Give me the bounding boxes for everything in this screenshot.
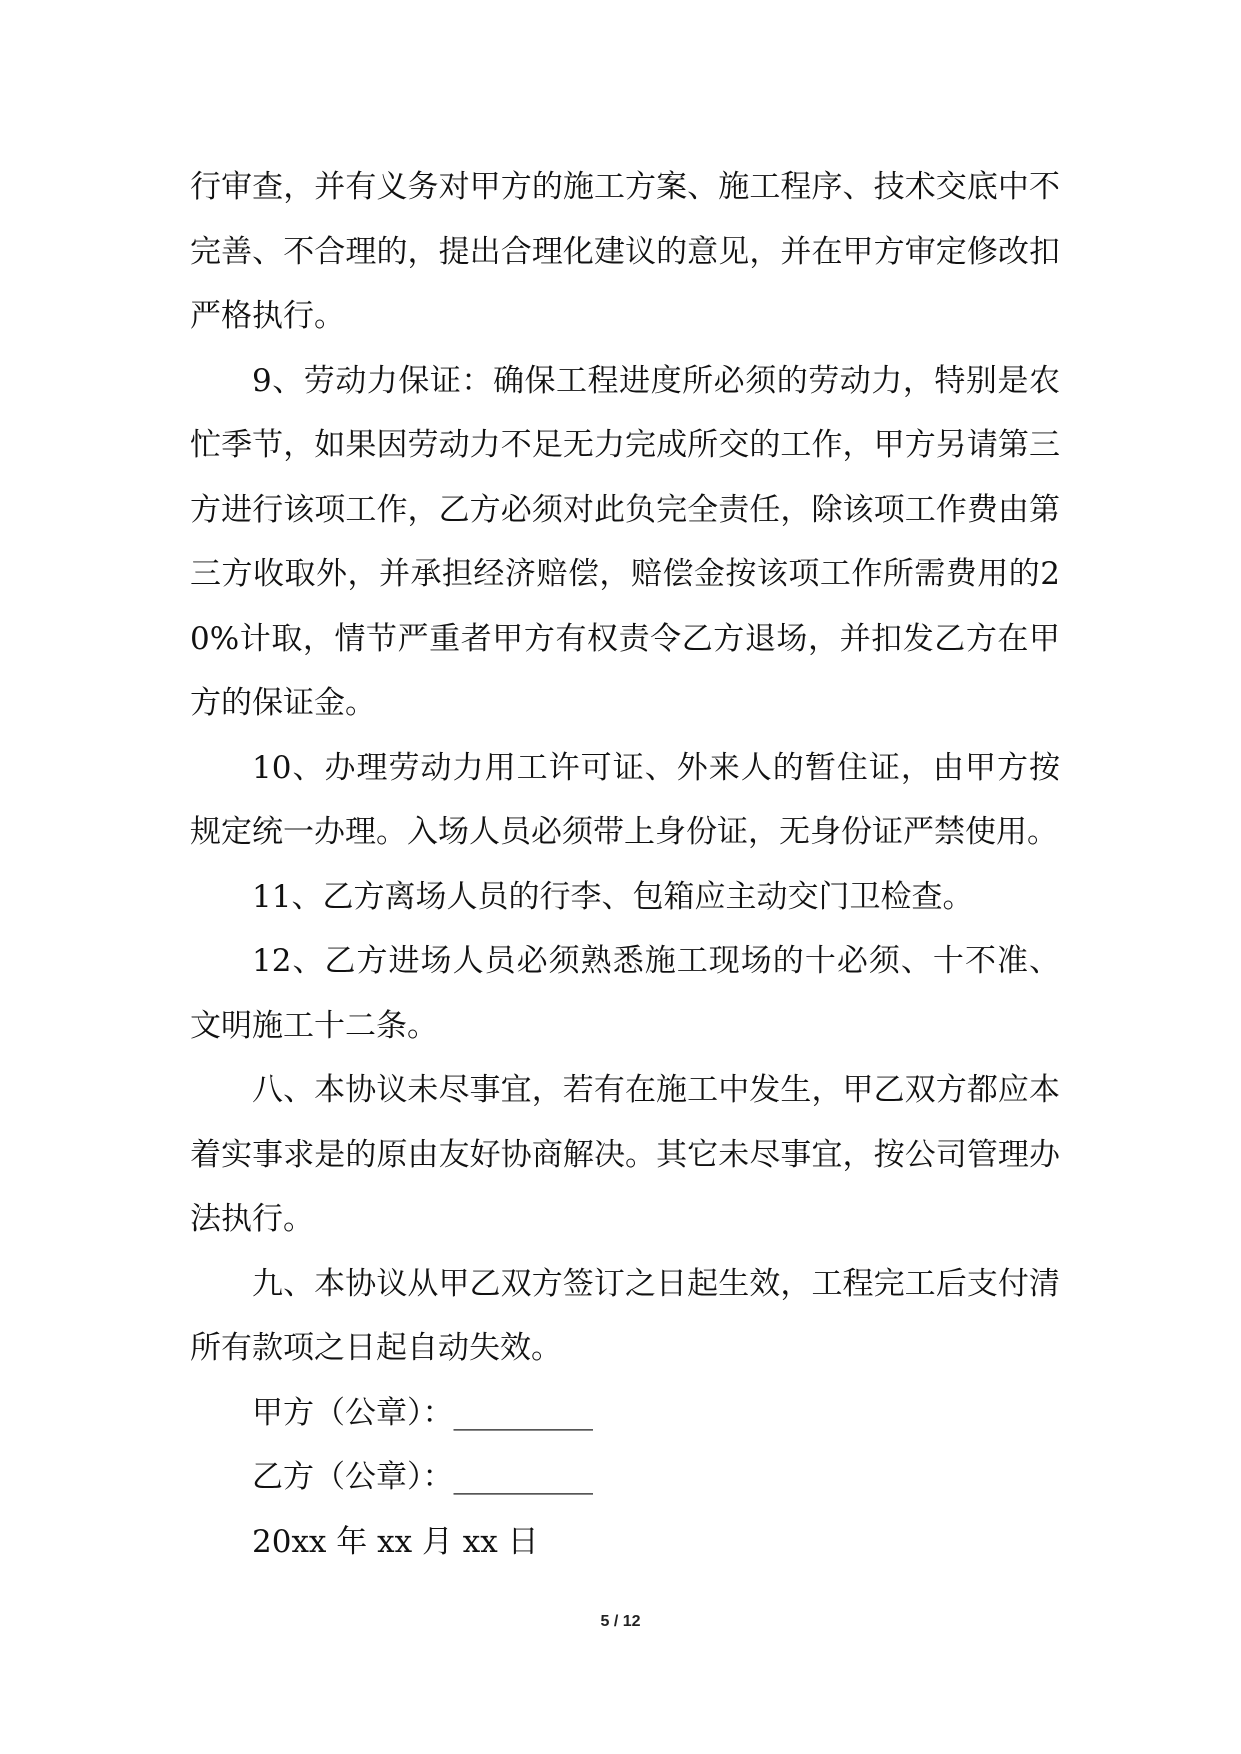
paragraph-article-9: 九、本协议从甲乙双方签订之日起生效，工程完工后支付清所有款项之日起自动失效。 (190, 1265, 1060, 1366)
paragraph-article-8: 八、本协议未尽事宜，若有在施工中发生，甲乙双方都应本着实事求是的原由友好协商解决。其它未尽事宜，按公司管理办法执行。 (190, 1072, 1060, 1237)
paragraph-clause-12: 12、乙方进场人员必须熟悉施工现场的十必须、十不准、文明施工十二条。 (190, 943, 1060, 1044)
paragraph-clause-11: 11、乙方离场人员的行李、包箱应主动交门卫检查。 (252, 878, 974, 915)
signature-date: 20xx 年 xx 月 xx 日 (252, 1523, 539, 1560)
signature-party-a: 甲方（公章）：_________ (252, 1394, 593, 1431)
paragraph-clause-10: 10、办理劳动力用工许可证、外来人的暂住证，由甲方按规定统一办理。入场人员必须带上身份证，无身份证严禁使用。 (190, 749, 1060, 850)
paragraph-clause-9: 9、劳动力保证：确保工程进度所必须的劳动力，特别是农忙季节，如果因劳动力不足无力完成所交的工作，甲方另请第三方进行该项工作，乙方必须对此负完全责任，除该项工作费由第三方收取外，并承担经济赔偿，赔偿金按该项工作所需费用的20%计取，情节严重者甲方有权责令乙方退场，并扣发乙方在甲方的保证金。 (190, 362, 1060, 721)
page-number: 5 / 12 (600, 1613, 641, 1630)
document-body (190, 155, 1060, 1574)
signature-party-b: 乙方（公章）：_________ (252, 1459, 593, 1495)
paragraph-continued-clause-8: 行审查，并有义务对甲方的施工方案、施工程序、技术交底中不完善、不合理的，提出合理化建议的意见，并在甲方审定修改扣严格执行。 (190, 169, 1060, 334)
